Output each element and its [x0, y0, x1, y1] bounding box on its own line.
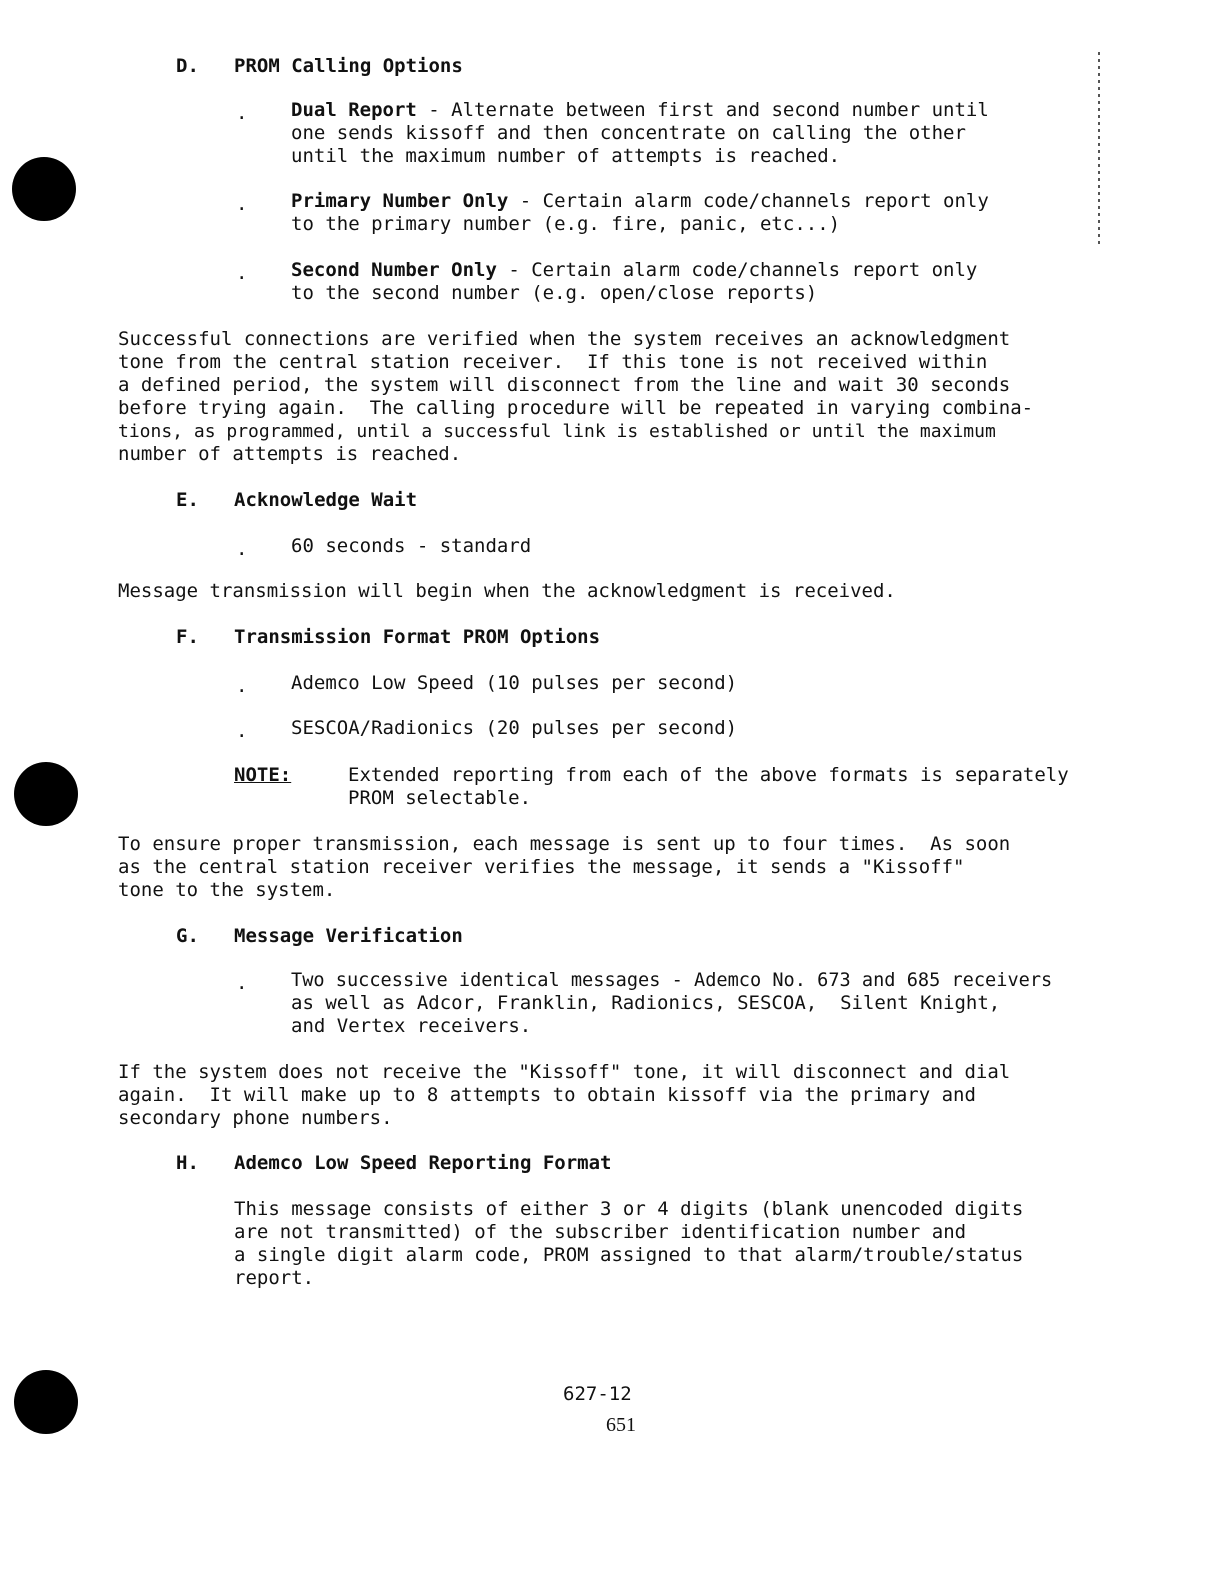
paragraph-line: To ensure proper transmission, each message is sent up to four times. As soon — [118, 833, 1011, 855]
paragraph-line: before trying again. The calling procedure will be repeated in varying combina- — [118, 397, 1034, 419]
list-item-line: one sends kissoff and then concentrate on calling the other — [291, 122, 966, 144]
bullet: . — [236, 720, 248, 742]
list-item-line: as well as Adcor, Franklin, Radionics, SESCOA, Silent Knight, — [291, 992, 1001, 1014]
punch-hole-bottom — [14, 1370, 78, 1434]
list-item-line: to the primary number (e.g. fire, panic, etc...) — [291, 213, 841, 235]
punch-hole-top — [12, 157, 76, 221]
list-item-second-number: Second Number Only - Certain alarm code/channels report only — [291, 259, 978, 281]
section-e-letter: E. — [176, 489, 199, 511]
section-h-title: Ademco Low Speed Reporting Format — [234, 1152, 612, 1174]
list-item-line: until the maximum number of attempts is reached. — [291, 145, 841, 167]
paragraph-line: Successful connections are verified when the system receives an acknowledgment — [118, 328, 1011, 350]
list-item-sescoa-radionics: SESCOA/Radionics (20 pulses per second) — [291, 717, 738, 739]
note-line: PROM selectable. — [348, 787, 532, 809]
scan-edge-mark — [1098, 52, 1100, 247]
list-item-ademco-low-speed: Ademco Low Speed (10 pulses per second) — [291, 672, 738, 694]
list-item-dual-report: Dual Report - Alternate between first and second number until — [291, 99, 989, 121]
paragraph-line: tone from the central station receiver. If this tone is not received within — [118, 351, 988, 373]
section-g-title: Message Verification — [234, 925, 463, 947]
paragraph-line: This message consists of either 3 or 4 digits (blank unencoded digits — [234, 1198, 1024, 1220]
bullet: . — [236, 102, 248, 124]
section-f-title: Transmission Format PROM Options — [234, 626, 601, 648]
paragraph-line: again. It will make up to 8 attempts to obtain kissoff via the primary and — [118, 1084, 976, 1106]
paragraph-line: If the system does not receive the "Kissoff" tone, it will disconnect and dial — [118, 1061, 1011, 1083]
paragraph-line: a defined period, the system will disconnect from the line and wait 30 seconds — [118, 374, 1011, 396]
list-item-ack-wait: 60 seconds - standard — [291, 535, 532, 557]
list-item-primary-number: Primary Number Only - Certain alarm code/channels report only — [291, 190, 989, 212]
section-d-title: PROM Calling Options — [234, 55, 463, 77]
punch-hole-middle — [14, 762, 78, 826]
paragraph-line: a single digit alarm code, PROM assigned to that alarm/trouble/status — [234, 1244, 1024, 1266]
list-item-line: to the second number (e.g. open/close reports) — [291, 282, 818, 304]
section-f-letter: F. — [176, 626, 199, 648]
paragraph-line: Message transmission will begin when the acknowledgment is received. — [118, 580, 896, 602]
note-label: NOTE: — [234, 764, 292, 786]
paragraph-line: tions, as programmed, until a successful link is established or until the maximum — [118, 421, 996, 442]
section-h-letter: H. — [176, 1152, 199, 1174]
note-line: Extended reporting from each of the above formats is separately — [348, 764, 1069, 786]
section-g-letter: G. — [176, 925, 199, 947]
bullet: . — [236, 675, 248, 697]
term-primary-number: Primary Number Only — [291, 190, 509, 212]
paragraph-line: as the central station receiver verifies the message, it sends a "Kissoff" — [118, 856, 965, 878]
bullet: . — [236, 538, 248, 560]
list-item-line: and Vertex receivers. — [291, 1015, 532, 1037]
bullet: . — [236, 262, 248, 284]
list-item-message-verification: Two successive identical messages - Ademco No. 673 and 685 receivers — [291, 970, 1053, 991]
paragraph-line: secondary phone numbers. — [118, 1107, 393, 1129]
term-second-number: Second Number Only — [291, 259, 497, 281]
bullet: . — [236, 193, 248, 215]
section-e-title: Acknowledge Wait — [234, 489, 418, 511]
paragraph-line: tone to the system. — [118, 879, 336, 901]
term-dual-report: Dual Report — [291, 99, 417, 121]
section-d-letter: D. — [176, 55, 199, 77]
bullet: . — [236, 972, 248, 994]
paragraph-line: report. — [234, 1267, 315, 1289]
paragraph-line: number of attempts is reached. — [118, 443, 462, 465]
sheet-number: 651 — [606, 1414, 636, 1436]
paragraph-line: are not transmitted) of the subscriber identification number and — [234, 1221, 967, 1243]
page-number: 627-12 — [563, 1383, 632, 1405]
